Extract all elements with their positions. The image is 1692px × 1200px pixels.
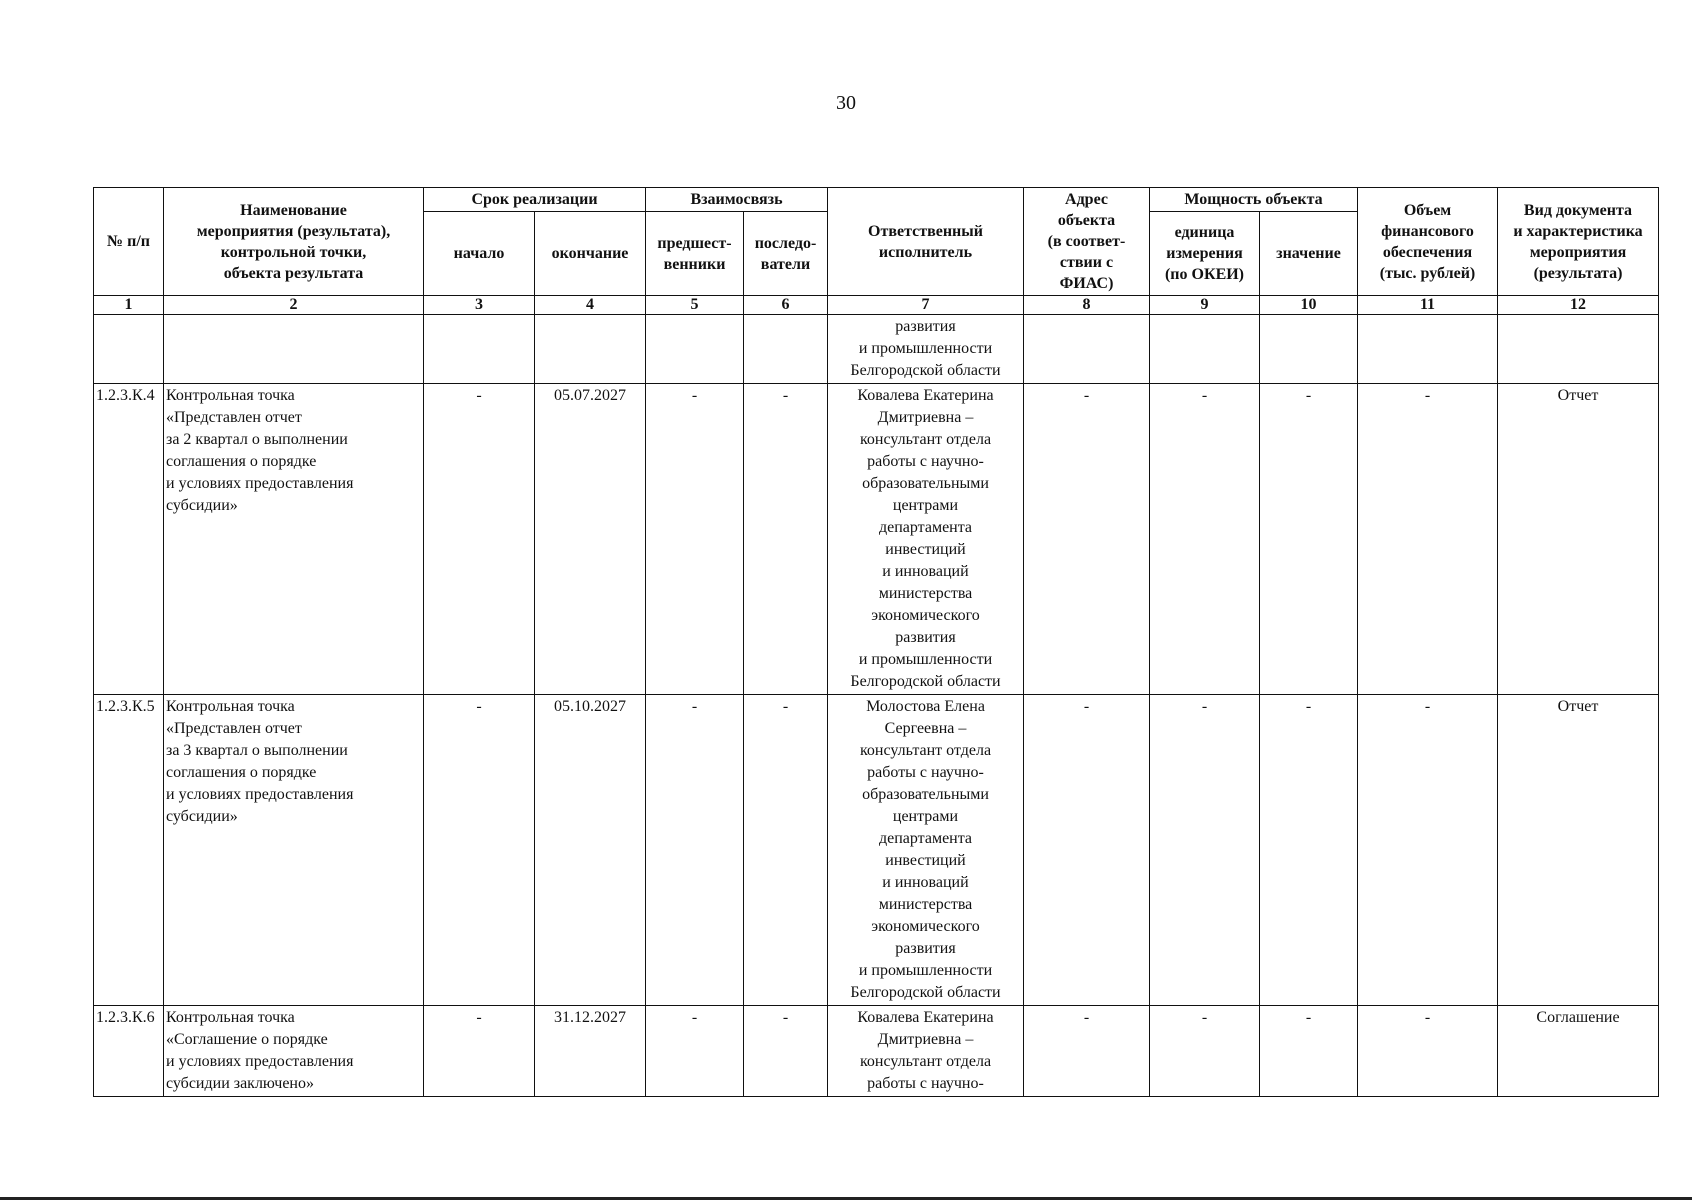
cell-exec: Ковалева Екатерина Дмитриевна – консультант отдела работы с научно- [828,1006,1024,1097]
cell-doc: Отчет [1498,384,1659,695]
cell-succ [744,315,828,384]
table-row [94,1006,1659,1097]
cell-name: Контрольная точка «Представлен отчет за 2 квартал о выполнении соглашения о порядке и условиях предоставления субсидии» [164,384,424,695]
column-number: 3 [424,296,535,315]
cell-exec: Молостова Елена Сергеевна – консультант отдела работы с научно- образовательными центрами департамента инвестиций и инноваций министерства экономического развития и промышленности Белгородской области [828,695,1024,1006]
cell-exec: развития и промышленности Белгородской области [828,315,1024,384]
cell-fin: - [1358,695,1498,1006]
cell-value: - [1260,1006,1358,1097]
column-number: 4 [535,296,646,315]
page-number: 30 [836,92,856,114]
cell-fin: - [1358,384,1498,695]
column-number: 8 [1024,296,1150,315]
header-link-group: Взаимосвязь [646,188,828,212]
column-numbers-row [94,296,1659,315]
column-number: 1 [94,296,164,315]
table-row [94,315,1659,384]
cell-unit: - [1150,695,1260,1006]
header-name: Наименование мероприятия (результата), контрольной точки, объекта результата [164,188,424,296]
cell-num: 1.2.3.К.5 [94,695,164,1006]
cell-fin: - [1358,1006,1498,1097]
cell-succ: - [744,384,828,695]
cell-addr: - [1024,695,1150,1006]
header-unit: единица измерения (по ОКЕИ) [1150,212,1260,296]
cell-exec: Ковалева Екатерина Дмитриевна – консультант отдела работы с научно- образовательными центрами департамента инвестиций и инноваций министерства экономического развития и промышленности Белгородской области [828,384,1024,695]
cell-end: 05.10.2027 [535,695,646,1006]
cell-end: 05.07.2027 [535,384,646,695]
header-num: № п/п [94,188,164,296]
header-succ: последо- ватели [744,212,828,296]
cell-num [94,315,164,384]
cell-start [424,315,535,384]
table-row [94,695,1659,1006]
cell-succ: - [744,1006,828,1097]
cell-doc: Отчет [1498,695,1659,1006]
cell-succ: - [744,695,828,1006]
cell-name [164,315,424,384]
cell-name: Контрольная точка «Представлен отчет за 3 квартал о выполнении соглашения о порядке и условиях предоставления субсидии» [164,695,424,1006]
header-term-group: Срок реализации [424,188,646,212]
cell-value: - [1260,695,1358,1006]
header-end: окончание [535,212,646,296]
cell-end [535,315,646,384]
table-header [94,188,1659,315]
header-exec: Ответственный исполнитель [828,188,1024,296]
header-power-group: Мощность объекта [1150,188,1358,212]
column-number: 7 [828,296,1024,315]
plan-table [93,187,1659,1097]
column-number: 12 [1498,296,1659,315]
cell-value [1260,315,1358,384]
header-addr: Адрес объекта (в соответ- ствии с ФИАС) [1024,188,1150,296]
cell-pred [646,315,744,384]
header-value: значение [1260,212,1358,296]
header-doc: Вид документа и характеристика мероприятия (результата) [1498,188,1659,296]
column-number: 6 [744,296,828,315]
table-row [94,384,1659,695]
table-body [94,315,1659,1097]
cell-num: 1.2.3.К.6 [94,1006,164,1097]
cell-start: - [424,1006,535,1097]
cell-pred: - [646,695,744,1006]
cell-unit: - [1150,1006,1260,1097]
cell-unit: - [1150,384,1260,695]
header-fin: Объем финансового обеспечения (тыс. рублей) [1358,188,1498,296]
cell-end: 31.12.2027 [535,1006,646,1097]
cell-fin [1358,315,1498,384]
cell-unit [1150,315,1260,384]
cell-addr: - [1024,1006,1150,1097]
header-start: начало [424,212,535,296]
column-number: 11 [1358,296,1498,315]
cell-value: - [1260,384,1358,695]
column-number: 9 [1150,296,1260,315]
column-number: 5 [646,296,744,315]
cell-doc: Соглашение [1498,1006,1659,1097]
column-number: 2 [164,296,424,315]
cell-name: Контрольная точка «Соглашение о порядке и условиях предоставления субсидии заключено» [164,1006,424,1097]
cell-addr: - [1024,384,1150,695]
cell-start: - [424,695,535,1006]
cell-pred: - [646,384,744,695]
cell-pred: - [646,1006,744,1097]
cell-start: - [424,384,535,695]
cell-num: 1.2.3.К.4 [94,384,164,695]
cell-addr [1024,315,1150,384]
column-number: 10 [1260,296,1358,315]
cell-doc [1498,315,1659,384]
header-pred: предшест- венники [646,212,744,296]
